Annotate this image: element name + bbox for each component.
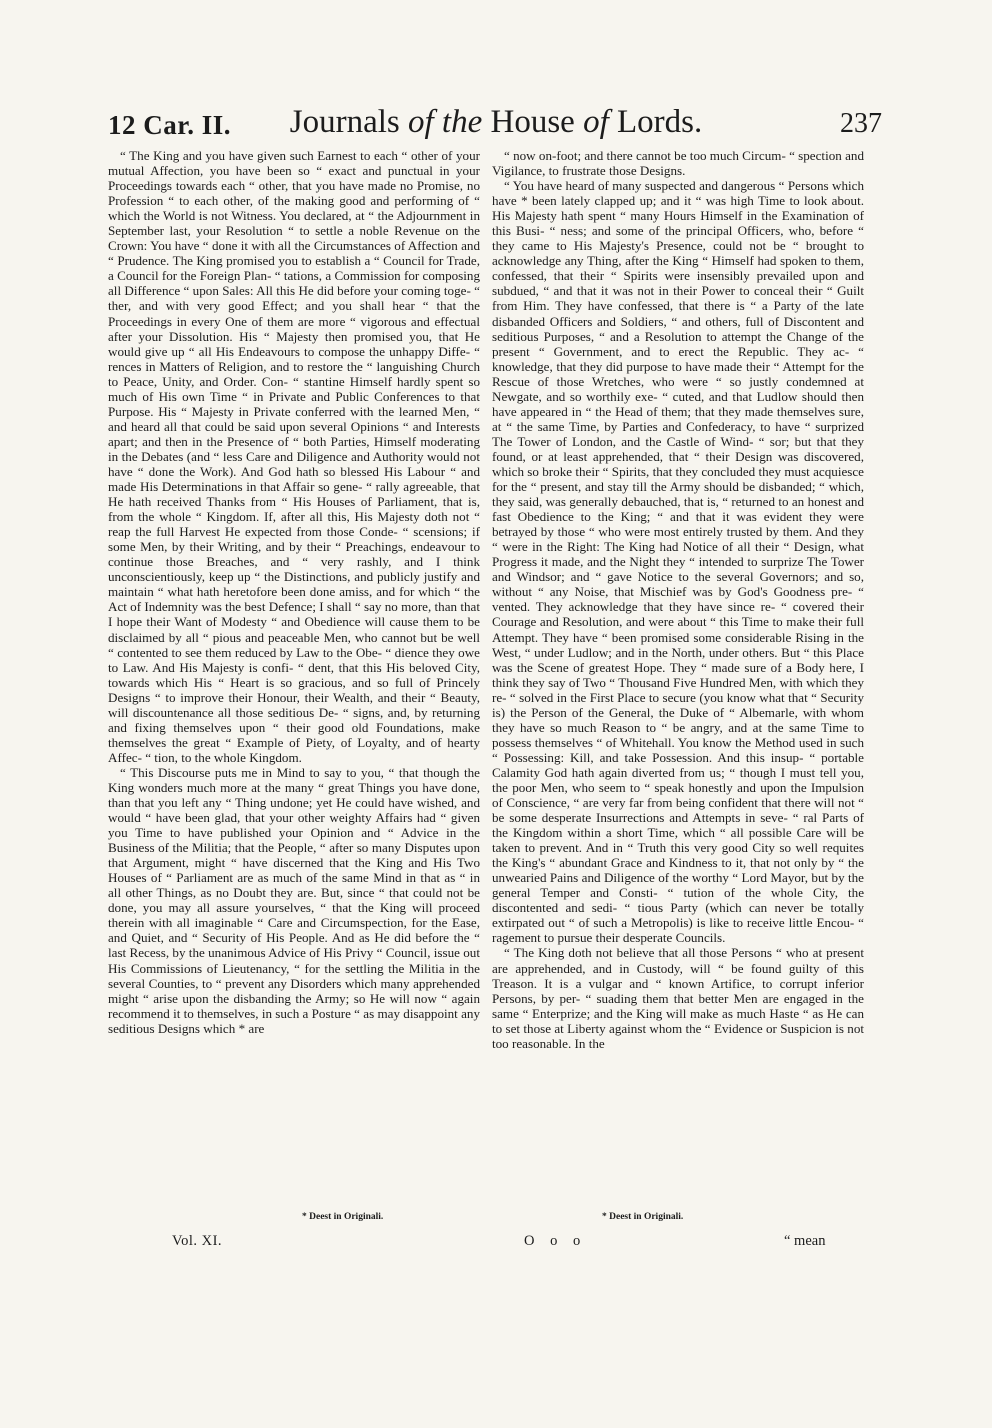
- running-head: [0, 102, 992, 148]
- catchword: “ mean: [784, 1233, 826, 1249]
- signature-mark: O o o: [524, 1233, 587, 1249]
- title-word: House: [490, 104, 575, 140]
- footnote-left: * Deest in Originali.: [302, 1212, 384, 1222]
- footnote-right: * Deest in Originali.: [602, 1212, 684, 1222]
- title-word: the: [441, 104, 483, 140]
- paragraph: “ now on-foot; and there cannot be too much Circum- “ spection and Vigilance, to frustrate those Designs.: [492, 148, 864, 179]
- right-column: [492, 148, 864, 1208]
- title-word: of: [408, 104, 434, 140]
- regnal-year: 12 Car. II.: [108, 110, 232, 140]
- page-number: 237: [840, 108, 882, 139]
- left-column: [108, 148, 480, 1208]
- paragraph: “ You have heard of many suspected and dangerous “ Persons which have * been lately clapped up; and it “ was high Time to look about. His Majesty hath spent “ many Hours Himself in the Examination of this Busi- “ ness; and some of the principal Officers, who, before “ they came to His Majesty's Presence, could not be “ brought to acknowledge any Thing, after the King “ Himself had spoken to them, confessed, that their “ Spirits were insensibly prevailed upon and subdued, “ and that it was not in their Power to conceal their “ Guilt from Him. They have confessed, that there is “ a Party of the late disbanded Officers and Soldiers, “ and others, full of Discontent and seditious Purposes, “ and a Resolution to attempt the Change of the present “ Government, and to erect the Republic. They ac- “ knowledge, that they did purpose to have made their “ Attempt for the Rescue of those Wretches, who were “ so justly condemned at Newgate, and so worthily exe- “ cuted, and that Ludlow should then have appeared in “ the Head of them; that they made themselves sure, at “ the same Time, by Parties and Confederacy, to have “ surprized The Tower of London, and the Castle of Wind- “ sor; but that they found, or at least apprehended, that “ their Design was discovered, which so broke their “ Spirits, that they concluded they must acquiesce for the “ present, and stay till the Army should be disbanded; “ which, they said, was generally debauched, that is, “ returned to an honest and fast Obedience to the King; “ and that it was evident they were betrayed by those “ who were most entirely trusted by them. And they “ were in the Right: The King had Notice of all their “ Design, what Progress it made, and the Night they “ intended to surprize The Tower and Windsor; and “ gave Notice to the several Governors; and so, without “ any Noise, that Mischief was by God's Goodness pre- “ vented. They acknowledge that they have since re- “ covered their Courage and Resolution, and were about “ this Time to make their full Attempt. They have “ been promised some considerable Rising in the West, “ under Ludlow; and in the North, under others. But “ this Place was the Scene of greatest Hope. They “ made sure of a Body here, I think they say of Two “ Thousand Five Hundred Men, with which they re- “ solved in the First Place to secure (you know what that “ Security is) the Person of the General, the Duke of “ Albemarle, with whom they have so much Reason to “ be angry, and at the same Time to possess themselves “ of Whitehall. You know the Method used in such “ Possessing: Kill, and take Possession. And this insup- “ portable Calamity God hath again diverted from us; “ though I must tell you, the poor Men, who seem to “ speak honestly and upon the Impulsion of Conscience, “ are very far from being confident that there will not “ be some desperate Insurrections and Attempts in seve- “ ral Parts of the Kingdom within a short Time, which “ all possible Care will be taken to prevent. And in “ Truth this very good City so well requites the King's “ abundant Grace and Kindness to it, that not only by “ the unwearied Pains and Diligence of the worthy “ Lord Mayor, but by the general Temper and Consti- “ tution of the whole City, the discontented and sedi- “ tious Party (which can never be totally extirpated out “ of such a Metropolis) is like to receive little Encou- “ ragement to pursue their desperate Councils.: [492, 178, 864, 946]
- paragraph: “ The King and you have given such Earnest to each “ other of your mutual Affection, you have been so “ exact and punctual in your Proceedings towards each “ other, that you have made no Promise, no Profession “ to each other, of the making good and performing of “ which the World is not Witness. You declared, at “ the Adjournment in September last, your Resolution “ to settle a noble Revenue on the Crown: You have “ done it with all the Circumstances of Affection and “ Prudence. The King promised you to establish a “ Council for Trade, a Council for the Foreign Plan- “ tations, a Commission for composing all Difference “ upon Sales: All this He did before your coming toge- “ ther, and with very good Effect; and you shall hear “ that the Proceedings in every One of them are more “ vigorous and effectual after your Dissolution. His “ Majesty then promised you, that He would give up “ all His Endeavours to compose the unhappy Diffe- “ rences in Matters of Religion, and to restore the “ languishing Church to Peace, Unity, and Order. Con- “ stantine Himself hardly spent so much of His own Time “ in Private and Public Conferences to that Purpose. His “ Majesty in Private conferred with the learned Men, “ and heard all that could be said upon several Opinions “ and Interests apart; and then in the Presence of “ both Parties, Himself moderating in the Debates (and “ less Care and Diligence and Authority would not have “ done the Work). And God hath so blessed His Labour “ and made His Determinations in that Affair so gene- “ rally agreeable, that He hath received Thanks from “ His Houses of Parliament, that is, from the whole “ Kingdom. If, after all this, His Majesty doth not “ reap the full Harvest He expected from those Conde- “ scensions; if some Men, by their Writing, and by their “ Preachings, endeavour to continue those Breaches, and “ very rashly, and I think unconscientiously, keep up “ the Distinctions, and publicly justify and maintain “ what hath heretofore been done amiss, and for which “ the Act of Indemnity was the best Defence; I shall “ say no more, than that I hope their Want of Modesty “ and Obedience will cause them to be disclaimed by all “ pious and peaceable Men, who cannot but be well “ contented to see them reduced by Law to the Obe- “ dience they owe to Law. And His Majesty is confi- “ dent, that this His beloved City, towards which His “ Heart is so gracious, and so full of Princely Designs “ to improve their Honour, their Wealth, and their “ Beauty, will discountenance all those seditious De- “ signs, and, by returning and fixing themselves upon “ their good old Foundations, make themselves the great “ Example of Piety, of Loyalty, and of hearty Affec- “ tion, to the whole Kingdom.: [108, 148, 480, 765]
- paragraph: “ The King doth not believe that all those Persons “ who at present are apprehended, and in Custody, will “ be found guilty of this Treason. It is a vulgar and “ known Artifice, to corrupt inferior Persons, by per- “ suading them that better Men are engaged in the same “ Enterprize; and the King will make as much Haste “ as He can to set those at Liberty against whom the “ Evidence or Suspicion is not too reasonable. In the: [492, 945, 864, 1051]
- paragraph: “ This Discourse puts me in Mind to say to you, “ that though the King wonders much more at the many “ great Things you have done, than that you left any “ Thing undone; yet He could have wished, and would “ have been glad, that your other weighty Affairs had “ given you Time to have published your Opinion and “ Advice in the Business of the Militia; that the People, “ after so many Disputes upon that Argument, might “ have discerned that the King and His Two Houses of “ Parliament are as much of the same Mind in that as “ in all other Things, as no Doubt they are. But, since “ that could not be done, you may all assure yourselves, “ that the King will proceed therein with all imaginable “ Care and Circumspection, for the Ease, and Quiet, and “ Security of His People. And as He did before the “ last Recess, by the unanimous Advice of His Privy “ Council, issue out His Commissions of Lieutenancy, “ for the settling the Militia in the several Counties, to “ prevent any Disorders which many apprehended might “ arise upon the disbanding the Army; so He will now “ again recommend it to themselves, in such a Posture “ as may disappoint any seditious Designs which * are: [108, 764, 480, 1036]
- volume-label: Vol. XI.: [172, 1233, 223, 1249]
- title-word: of: [583, 104, 609, 140]
- title-word: Lords.: [617, 104, 703, 140]
- title-word: Journals: [289, 104, 400, 140]
